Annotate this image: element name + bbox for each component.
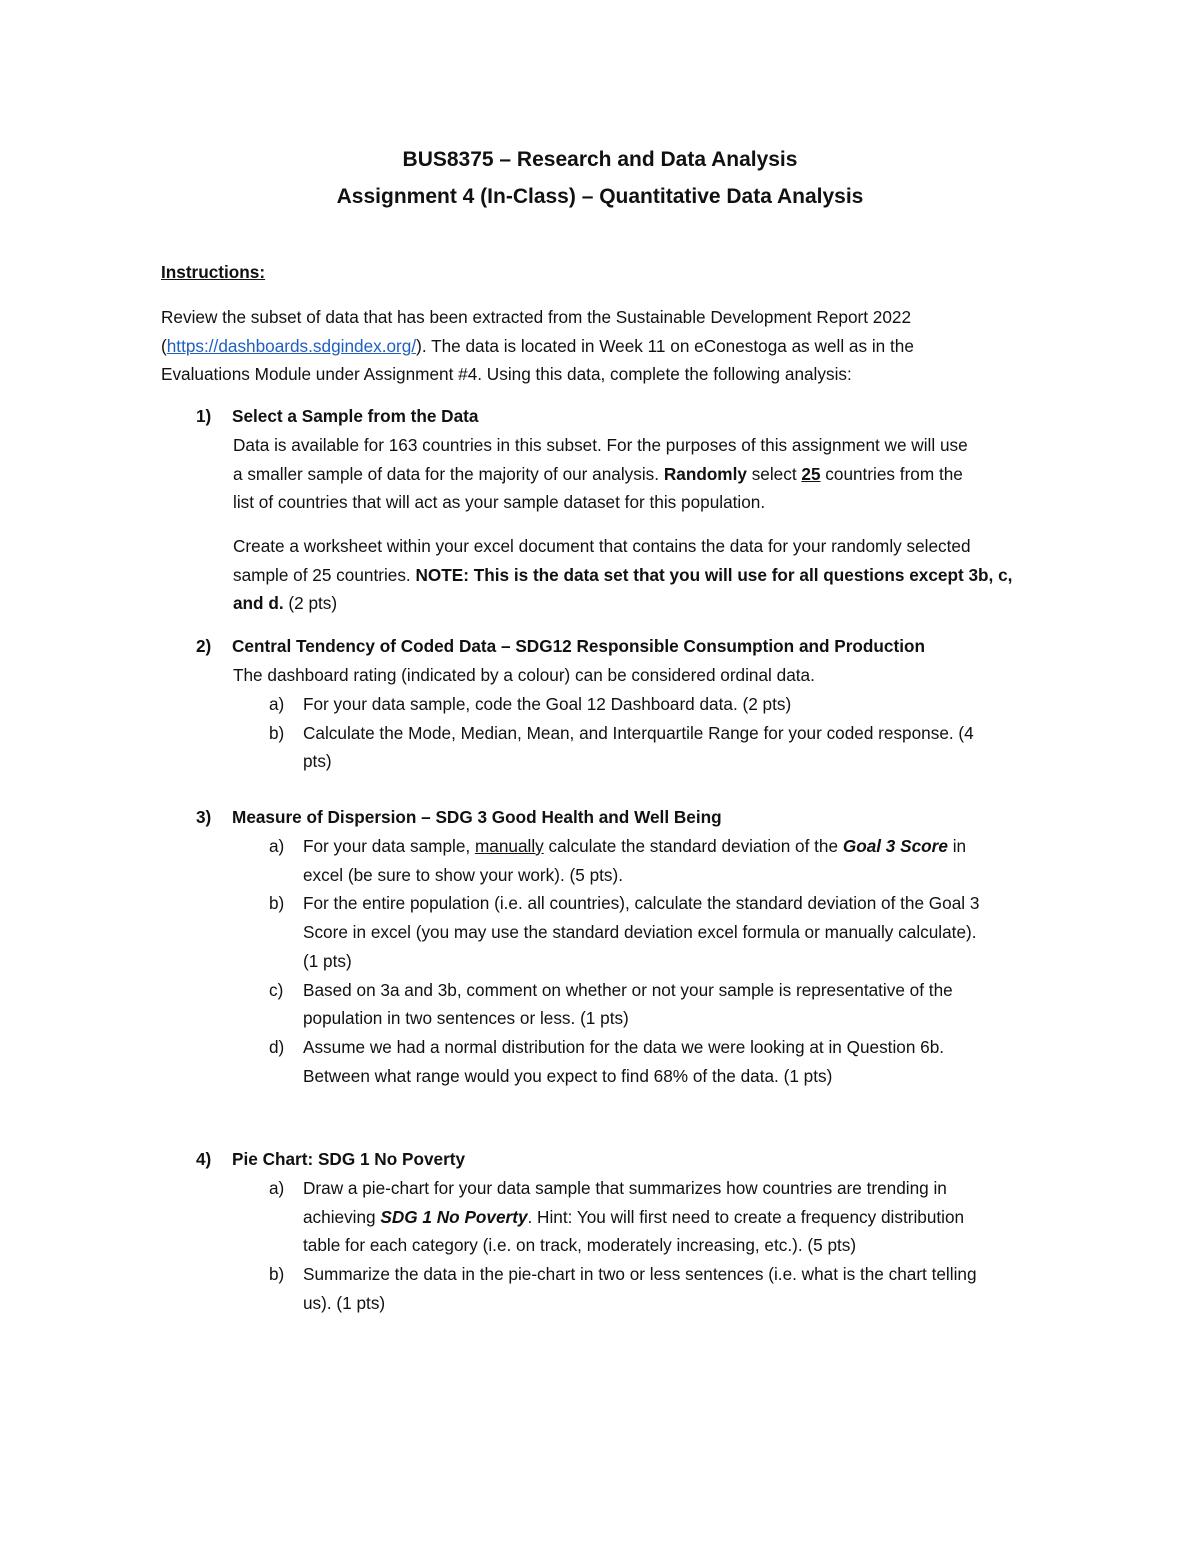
- item-line: [303, 1203, 1109, 1232]
- item-letter: c): [269, 979, 284, 1000]
- body-text: achieving: [303, 1206, 381, 1227]
- list-item: [269, 832, 1109, 889]
- body-line: Data is available for 163 countries in this subset. For the purposes of this assignment we will use: [233, 435, 968, 455]
- intro-line: Review the subset of data that has been extracted from the Sustainable Development Report 2022: [161, 307, 912, 327]
- instructions-paragraph: [161, 303, 1061, 389]
- note-text: and d.: [233, 593, 284, 614]
- item-line: Assume we had a normal distribution for the data we were looking at in Question 6b.: [303, 1036, 945, 1057]
- body-text: For your data sample,: [303, 836, 475, 856]
- list-item: [269, 1260, 1109, 1317]
- assignment-title: Assignment 4 (In-Class) – Quantitative Data Analysis: [336, 185, 864, 208]
- emphasis-text: SDG 1 No Poverty: [380, 1206, 528, 1227]
- item-letter: b): [269, 722, 285, 743]
- item-line: pts): [303, 751, 332, 772]
- item-line: excel (be sure to show your work). (5 pts).: [303, 864, 623, 885]
- sdg-index-link[interactable]: https://dashboards.sdgindex.org/: [166, 335, 417, 356]
- body-line: [233, 460, 1113, 489]
- intro-line: Evaluations Module under Assignment #4. Using this data, complete the following analysis:: [161, 364, 852, 385]
- intro-line: [161, 332, 1061, 361]
- body-line: [233, 561, 1113, 590]
- question-number: 4): [196, 1149, 212, 1169]
- body-line: list of countries that will act as your sample dataset for this population.: [233, 492, 766, 513]
- note-text: NOTE: This is the data set that you will use for all questions except 3b, c,: [415, 564, 1013, 585]
- body-line: Create a worksheet within your excel document that contains the data for your randomly selected: [233, 536, 971, 556]
- body-text: countries from the: [820, 463, 963, 484]
- question-title: Select a Sample from the Data: [232, 406, 479, 426]
- item-letter: a): [269, 1178, 285, 1198]
- emphasis-number: 25: [801, 463, 821, 484]
- question-title: Pie Chart: SDG 1 No Poverty: [232, 1149, 466, 1169]
- item-line: Based on 3a and 3b, comment on whether or not your sample is representative of the: [303, 979, 953, 1000]
- item-line: (1 pts): [303, 950, 352, 971]
- item-letter: b): [269, 893, 285, 914]
- question-2-items: [269, 690, 1109, 776]
- question-title: Measure of Dispersion – SDG 3 Good Health and Well Being: [232, 807, 722, 827]
- item-line: [303, 832, 1109, 861]
- item-letter: b): [269, 1264, 285, 1285]
- item-letter: a): [269, 694, 285, 714]
- item-line: Score in excel (you may use the standard deviation excel formula or manually calculate).: [303, 922, 977, 943]
- list-item: [269, 889, 1109, 975]
- instructions-heading: Instructions:: [161, 262, 266, 282]
- item-letter: a): [269, 836, 285, 856]
- item-line: Draw a pie-chart for your data sample that summarizes how countries are trending in: [303, 1178, 947, 1198]
- item-line: For the entire population (i.e. all countries), calculate the standard deviation of the Goal 3: [303, 893, 980, 914]
- item-line: population in two sentences or less. (1 pts): [303, 1008, 629, 1029]
- body-text: . Hint: You will first need to create a frequency distribution: [527, 1206, 965, 1227]
- list-item: [269, 976, 1109, 1033]
- question-number: 2): [196, 636, 212, 656]
- question-2-intro: [233, 661, 1113, 690]
- item-line: us). (1 pts): [303, 1292, 386, 1313]
- emphasis-text: Randomly: [663, 463, 747, 484]
- emphasis-text: Goal 3 Score: [842, 836, 948, 856]
- question-3-items: [269, 832, 1109, 1090]
- question-1-paragraph-1: [233, 431, 1113, 517]
- points-text: (2 pts): [283, 593, 338, 614]
- question-number: 3): [196, 807, 212, 827]
- list-item: [269, 1033, 1109, 1090]
- list-item: [269, 690, 1109, 719]
- intro-paren: (: [161, 335, 167, 356]
- item-line: Between what range would you expect to find 68% of the data. (1 pts): [303, 1065, 833, 1086]
- body-text: select: [746, 463, 802, 484]
- item-line: Summarize the data in the pie-chart in two or less sentences (i.e. what is the chart telling: [303, 1264, 977, 1285]
- body-text: calculate the standard deviation of the: [543, 836, 843, 856]
- body-text: sample of 25 countries.: [233, 564, 416, 585]
- body-text: a smaller sample of data for the majority of our analysis.: [233, 463, 664, 484]
- question-number: 1): [196, 406, 212, 426]
- intro-text: ). The data is located in Week 11 on eConestoga as well as in the: [416, 335, 914, 356]
- list-item: [269, 719, 1109, 776]
- question-4-items: [269, 1174, 1109, 1318]
- question-title: Central Tendency of Coded Data – SDG12 Responsible Consumption and Production: [232, 636, 925, 656]
- list-item: [269, 1174, 1109, 1260]
- body-text: in: [947, 836, 967, 856]
- document-title: BUS8375 – Research and Data Analysis: [402, 148, 798, 171]
- underlined-text: manually: [474, 836, 544, 856]
- body-line: [233, 589, 1113, 618]
- item-line: For your data sample, code the Goal 12 Dashboard data. (2 pts): [303, 694, 792, 714]
- item-line: Calculate the Mode, Median, Mean, and Interquartile Range for your coded response. (4: [303, 722, 974, 743]
- body-line: The dashboard rating (indicated by a colour) can be considered ordinal data.: [233, 665, 815, 685]
- item-letter: d): [269, 1036, 285, 1057]
- item-line: table for each category (i.e. on track, moderately increasing, etc.). (5 pts): [303, 1235, 857, 1256]
- question-1-paragraph-2: [233, 532, 1113, 618]
